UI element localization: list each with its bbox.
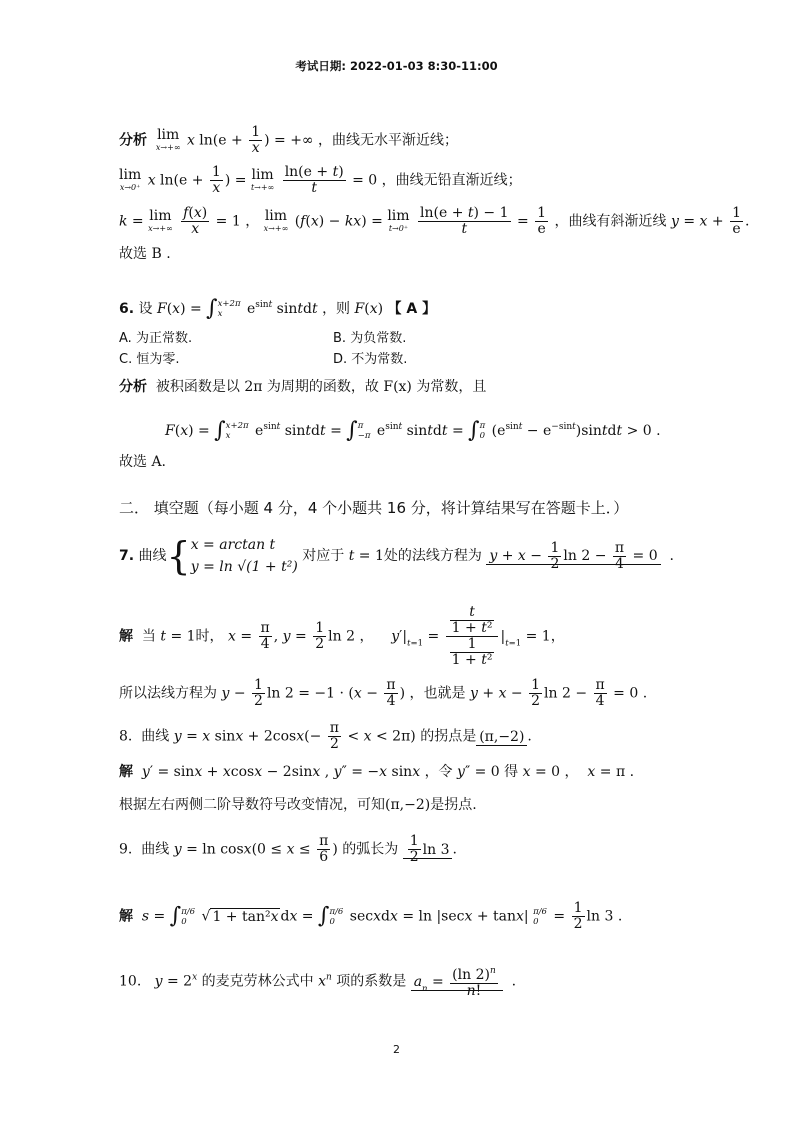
q7-answer: y + x − $\frac{1}{2}$ ln 2 − $\frac{\pi}{4}$ = 0 xyxy=(486,548,660,565)
q9-stem: 9. 曲线 y = ln cosx(0 ≤ x ≤ $\frac{\pi}{6}$ ) 的弧长为 $\frac{1}{2}$ ln 3 . xyxy=(119,833,457,865)
section-2-title: 二． 填空题（每小题 4 分，4 个小题共 16 分，将计算结果写在答题卡上．） xyxy=(119,499,629,517)
analysis-label: 分析 xyxy=(119,132,147,149)
q9-solution: 解 s = ∫ π/6 0 √ 1 + tan²x dx = ∫ π/6 0 secxdx = ln |secx + tanx| π/6 0 = $\frac{1}{2}$ ln 3 . xyxy=(119,900,623,932)
q8-explanation: 根据左右两侧二阶导数符号改变情况，可知(π,−2)是拐点. xyxy=(119,797,477,813)
q6-option-d: D. 不为常数. xyxy=(333,352,408,367)
q6-option-b: B. 为负常数. xyxy=(333,331,407,346)
exam-date-header: 考试日期: 2022-01-03 8:30-11:00 xyxy=(295,59,498,73)
q10-answer: $a_n$ = $\frac{(\ln 2)^n}{n!}$ xyxy=(411,974,503,991)
prev-analysis-line-3: k = lim x→+∞ $\frac{f(x)}{x}$ = 1 ， lim x→+∞ (f(x) − kx) = lim t→0⁺ $\frac{\ln(e + t) - 1}{t}$ = $\frac{1}{e}$ ，曲线有斜渐近线 y = x + $\frac{1}{e}$ . xyxy=(119,205,750,237)
q7-normal-line: 所以法线方程为 y − $\frac{1}{2}$ ln 2 = −1 · (x − $\frac{\pi}{4}$ ) ，也就是 y + x − $\frac{1}{2}$ ln 2 − $\frac{\pi}{4}$ = 0 . xyxy=(119,677,648,709)
q8-answer: (π,−2) xyxy=(476,729,527,746)
q6-option-a: A. 为正常数. xyxy=(119,331,193,346)
q6-conclusion: 故选 A. xyxy=(119,454,167,470)
q6-answer: 【 A 】 xyxy=(387,301,437,317)
q9-answer: $\frac{1}{2}$ ln 3 xyxy=(403,842,453,859)
q7-stem: 7. 曲线{ x = arctan t y = ln √(1 + t²) 对应于 t = 1处的法线方程为 y + x − $\frac{1}{2}$ ln 2 − $\frac{\pi}{4}$ = 0 . xyxy=(119,534,674,578)
prev-analysis-line-2: lim x→0⁺ x ln(e + $\frac{1}{x}$ ) = lim t→+∞ $\frac{\ln(e + t)}{t}$ = 0 ，曲线无铅直渐近线； xyxy=(119,164,522,196)
q7-solution: 解 当 t = 1时， x = $\frac{\pi}{4}$ , y = $\frac{1}{2}$ ln 2 ， $y'|_{t=1}$ = $\frac{\frac{t}{\text{1 + t²}}}{\frac{1}{\text{1 + t²}}}$ $|_{t=1} = 1$， xyxy=(119,604,565,668)
prev-conclusion: 故选 B . xyxy=(119,246,171,262)
q8-solution: 解 y′ = sinx + xcosx − 2sinx , y″ = −x sinx ，令 y″ = 0 得 x = 0 ， x = π . xyxy=(119,764,635,780)
q8-stem: 8. 曲线 y = x sinx + 2cosx(− $\frac{\pi}{2}$ < x < 2π) 的拐点是 (π,−2) . xyxy=(119,720,532,752)
q6-formula: F(x) = ∫ x+2π x $e^{sint}$ sintdt = ∫ π −π $e^{sint}$ sintdt = ∫ π 0 ($e^{sint}$ − $e^{-sint})sintdt > 0$ . xyxy=(165,418,661,443)
prev-analysis-line-1: 分析 lim x→+∞ x ln(e + $\frac{1}{x}$ ) = +∞ ，曲线无水平渐近线； xyxy=(119,124,459,156)
q6-analysis: 分析 被积函数是以 2π 为周期的函数，故 F(x) 为常数，且 xyxy=(119,379,487,395)
q10-stem: 10. $y = 2^x$ 的麦克劳林公式中 $x^n$ 项的系数是 $a_n$ = $\frac{(\ln 2)^n}{n!}$ . xyxy=(119,966,517,999)
page-number: 2 xyxy=(393,1043,400,1056)
q6-option-c: C. 恒为零. xyxy=(119,352,180,367)
q6-stem: 6. 设 F(x) = ∫ x+2π x $e^{sint}$ sintdt ，则 F(x) 【 A 】 xyxy=(119,296,437,321)
